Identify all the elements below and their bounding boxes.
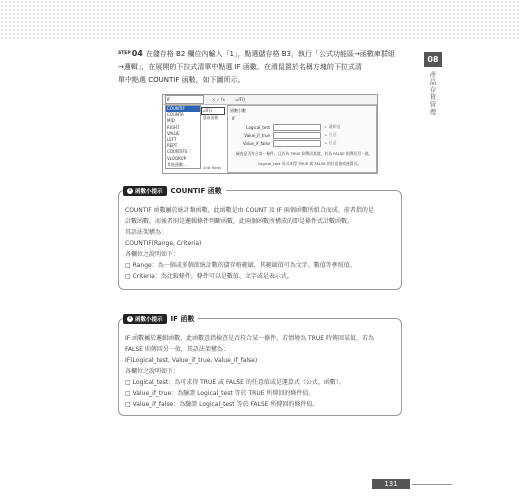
lightbulb-icon: i: [127, 316, 133, 322]
tip-badge: i 函數小提示: [123, 186, 167, 196]
function-list-item[interactable]: REPT: [167, 143, 178, 149]
function-list-item[interactable]: COUNTIF: [166, 106, 200, 112]
tip-function-name: COUNTIF 函數: [170, 187, 222, 195]
function-list-item[interactable]: VALUE: [167, 130, 180, 136]
tip-text: 各欄位之說明如下：: [125, 251, 180, 258]
row-count-label: 208 Rows: [203, 165, 222, 170]
step-line-2: →邏輯」，在展開的下拉式清單中點選 IF 函數。在滑鼠置於名稱方塊的下拉式清: [118, 63, 362, 71]
tip-text: 各欄位之說明如下：: [125, 368, 180, 375]
arg-label: Logical_test: [246, 124, 270, 130]
step-line-3: 單中點選 COUNTIF 函數，如下圖所示。: [118, 76, 245, 84]
arg-row-logical-test: [232, 124, 341, 130]
formula-bar-symbols: ✕ ✓ fx: [212, 97, 226, 102]
tip-syntax: IF(Logical_test, Value_if_true, Value_if_false): [125, 357, 258, 364]
arg-hint: = 邏輯值: [324, 124, 341, 129]
tip-syntax: COUNTIF(Range, Criteria): [125, 240, 202, 247]
step-tag: STEP: [118, 51, 131, 56]
dialog-arg-description: Logical_test 為可求得 TRUE 或 FALSE 的任意值或運算式。: [258, 161, 362, 166]
tip-text: IF 函數屬於邏輯函數，此函數意指檢查是否符合某一條件，若情境為 TRUE 時傳回某值，若為: [125, 335, 374, 342]
function-list-item[interactable]: COUNTIFS: [167, 149, 188, 155]
formula-text[interactable]: =IF(): [235, 97, 245, 102]
tip-bullet: □ Value_if_false：為驗證 Logical_test 等於 FALSE 所傳回的條件值。: [125, 399, 397, 410]
arg-label: Value_if_false: [242, 140, 270, 146]
tip-bullet: □ Logical_test：為可求得 TRUE 或 FALSE 的任意值或是運算式（公式、函數）。: [125, 377, 397, 388]
tip-text: FALSE 則傳回另一值，其語法架構為：: [125, 346, 229, 353]
chapter-title: 產品存貨管理: [428, 71, 437, 116]
footer-rule: [412, 484, 452, 485]
tip-text: 其語法架構為：: [125, 229, 168, 236]
active-cell[interactable]: =IF(): [201, 107, 225, 115]
chapter-number: 08: [424, 52, 442, 67]
chapter-marker: [424, 52, 442, 116]
tip-header: [123, 186, 226, 196]
tip-badge: i 函數小提示: [123, 314, 167, 324]
function-list-item[interactable]: MID: [167, 118, 175, 124]
tip-bullet: □ Value_if_true：為驗證 Logical_test 等於 TRUE 所傳回的條件值。: [125, 388, 397, 399]
function-list-item[interactable]: RIGHT: [167, 124, 180, 130]
function-list-item[interactable]: COUNTA: [167, 112, 184, 118]
tip-body: [119, 319, 401, 414]
tip-bullet: □ Range：為一個或多個欲統計數的儲存格範圍，其範圍值可為文字、數值等參照值。: [125, 260, 397, 271]
tip-header: [123, 314, 198, 324]
tip-function-name: IF 函數: [170, 315, 195, 323]
name-box[interactable]: IF: [165, 95, 204, 104]
tip-text: COUNTIF 函數屬於統計類函數，此函數是由 COUNT 及 IF 兩個函數所組合而成，前者指的是: [125, 207, 374, 214]
arg-hint: = 任意: [324, 140, 337, 145]
arg-label: Value_if_true: [244, 132, 270, 138]
tip-text: 計數函數，而後者則是邏輯條件判斷函數，此兩個函數所構成的即是條件式計數函數。: [125, 218, 354, 225]
step-instruction: [118, 47, 418, 87]
step-line-1: 在儲存格 B2 欄位內輸入「1」，點選儲存格 B3，執行「公式功能區→函數庫群組: [145, 50, 395, 58]
step-number: 04: [131, 49, 143, 58]
function-list-item[interactable]: 其他函數...: [167, 161, 187, 167]
function-arguments-dialog: [227, 105, 377, 173]
tip-box-countif: [118, 187, 402, 290]
tip-box-if: [118, 315, 402, 416]
function-list-item[interactable]: VLOOKUP: [167, 155, 186, 161]
tip-bullet: □ Criteria：為比較條件，條件可以是數值、文字或是表示式。: [125, 271, 397, 282]
select-function-tooltip: 選取函數: [203, 115, 219, 120]
formula-bar: [163, 95, 377, 105]
function-list-item[interactable]: LEFT: [167, 136, 177, 142]
page-number: 131: [372, 479, 410, 489]
arg-hint: = 任意: [324, 132, 337, 137]
arg-row-value-if-false: [232, 140, 337, 146]
function-dropdown-list: [165, 105, 201, 169]
tip-body: [119, 191, 401, 286]
arg-input[interactable]: [273, 124, 321, 131]
arg-input[interactable]: [273, 140, 321, 147]
arg-row-value-if-true: [232, 132, 337, 138]
arg-input[interactable]: [273, 132, 321, 139]
excel-screenshot: [162, 94, 378, 174]
header-dot-pattern: [0, 0, 520, 40]
lightbulb-icon: i: [127, 188, 133, 194]
dialog-function-name: IF: [232, 116, 236, 121]
dialog-description: 檢查是否符合某一條件，且若為 TRUE 則傳回某值，若為 FALSE 則傳回另一值。: [236, 151, 373, 156]
dialog-title: 函數引數: [230, 108, 246, 113]
